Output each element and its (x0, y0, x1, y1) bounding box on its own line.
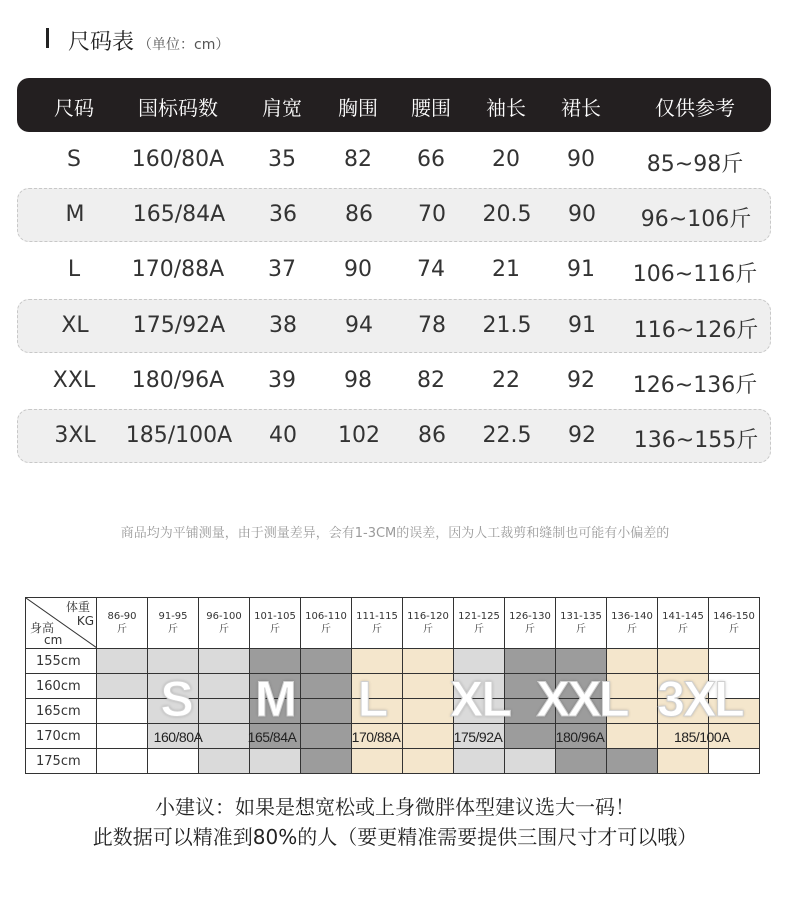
standard-overlay: 165/84A (247, 729, 297, 745)
weight-range: 111-115 (356, 611, 398, 622)
grid-cell (97, 724, 148, 749)
weight-unit: 斤 (321, 624, 331, 635)
weight-range-header (199, 598, 250, 649)
dress-length-cell: 91 (567, 257, 595, 282)
waist-cell: 74 (417, 257, 445, 282)
waist-cell: 70 (418, 202, 446, 227)
size-row (17, 188, 771, 242)
standard-cell: 170/88A (131, 257, 225, 282)
corner-weight: 体重 (65, 600, 90, 614)
reference-cell: 85~98斤 (646, 152, 744, 177)
header-chest: 胸围 (338, 96, 378, 120)
weight-unit: 斤 (219, 624, 229, 635)
size-overlay-3xl: 3XL (657, 671, 743, 727)
weight-unit: 斤 (627, 624, 637, 635)
grid-cell (352, 749, 403, 774)
size-cell: S (67, 147, 81, 172)
chest-cell: 94 (345, 313, 373, 338)
size-overlay-xl: XL (450, 671, 510, 727)
size-row (17, 244, 771, 298)
grid-cell (607, 749, 658, 774)
grid-cell (301, 724, 352, 749)
header-dress-length: 裙长 (561, 96, 601, 120)
title-accent-bar (46, 28, 49, 48)
standard-cell: 175/92A (132, 313, 226, 338)
weight-range-header (403, 598, 454, 649)
size-cell: XL (61, 313, 89, 338)
weight-range: 106-110 (305, 611, 347, 622)
dress-length-cell: 90 (567, 147, 595, 172)
grid-cell (403, 649, 454, 674)
standard-cell: 165/84A (132, 202, 226, 227)
grid-cell (97, 674, 148, 699)
weight-range: 141-145 (662, 611, 704, 622)
standard-overlay: 160/80A (153, 729, 203, 745)
weight-unit: 斤 (117, 624, 127, 635)
header-size: 尺码 (54, 96, 94, 120)
weight-unit: 斤 (525, 624, 535, 635)
size-row (17, 409, 771, 463)
height-label: 165cm (26, 699, 97, 724)
weight-range-header (658, 598, 709, 649)
size-row (17, 299, 771, 353)
grid-cell (403, 674, 454, 699)
size-overlay-m: M (255, 671, 295, 727)
weight-range-header (301, 598, 352, 649)
grid-cell (556, 749, 607, 774)
header-sleeve: 袖长 (486, 96, 526, 120)
size-reference-grid (25, 597, 760, 774)
waist-cell: 82 (417, 368, 445, 393)
weight-range-header (607, 598, 658, 649)
weight-range: 101-105 (254, 611, 296, 622)
weight-range: 91-95 (158, 611, 188, 622)
grid-cell (505, 749, 556, 774)
height-label: 155cm (26, 649, 97, 674)
header-waist: 腰围 (411, 96, 451, 120)
size-cell: 3XL (54, 423, 96, 448)
title-unit: （单位：cm） (138, 37, 230, 53)
shoulder-cell: 36 (269, 202, 297, 227)
measurement-note: 商品均为平铺测量，由于测量差异，会有1-3CM的误差，因为人工裁剪和缝制也可能有小偏差的 (120, 526, 670, 541)
weight-range-header (148, 598, 199, 649)
chest-cell: 82 (344, 147, 372, 172)
size-cell: L (67, 257, 81, 282)
grid-cell (97, 699, 148, 724)
waist-cell: 66 (417, 147, 445, 172)
page-title (68, 25, 229, 56)
size-cell: M (65, 202, 85, 227)
grid-cell (199, 724, 250, 749)
grid-cell (301, 649, 352, 674)
sleeve-cell: 22 (492, 368, 520, 393)
header-shoulder: 肩宽 (262, 96, 302, 120)
grid-cell (97, 649, 148, 674)
sleeve-cell: 20.5 (482, 202, 532, 227)
chest-cell: 98 (344, 368, 372, 393)
size-overlay-s: S (160, 671, 192, 727)
grid-cell (454, 749, 505, 774)
grid-cell (250, 749, 301, 774)
weight-range: 136-140 (611, 611, 653, 622)
weight-range: 116-120 (407, 611, 449, 622)
reference-cell: 116~126斤 (633, 318, 759, 343)
corner-cm: cm (44, 633, 63, 647)
size-cell: XXL (52, 368, 96, 393)
sleeve-cell: 22.5 (482, 423, 532, 448)
corner-kg: KG (76, 614, 94, 628)
weight-range-header (505, 598, 556, 649)
standard-overlay: 185/100A (674, 729, 730, 745)
standard-cell: 160/80A (131, 147, 225, 172)
shoulder-cell: 38 (269, 313, 297, 338)
waist-cell: 78 (418, 313, 446, 338)
weight-range: 146-150 (713, 611, 755, 622)
weight-unit: 斤 (729, 624, 739, 635)
weight-range-header (352, 598, 403, 649)
size-overlay-xxl: XXL (536, 671, 628, 727)
weight-unit: 斤 (678, 624, 688, 635)
weight-range-header (250, 598, 301, 649)
size-row (17, 355, 771, 409)
weight-range: 96-100 (206, 611, 242, 622)
grid-cell (301, 749, 352, 774)
grid-cell (403, 724, 454, 749)
tip-line-2: 此数据可以精准到80%的人（要更精准需要提供三围尺寸才可以哦） (92, 825, 698, 849)
weight-range-header (556, 598, 607, 649)
reference-cell: 126~136斤 (632, 373, 758, 398)
weight-range: 131-135 (560, 611, 602, 622)
grid-cell (403, 699, 454, 724)
dress-length-cell: 90 (568, 202, 596, 227)
weight-range: 121-125 (458, 611, 500, 622)
weight-range-header (97, 598, 148, 649)
weight-unit: 斤 (576, 624, 586, 635)
grid-header-row (26, 598, 760, 649)
weight-unit: 斤 (423, 624, 433, 635)
grid-cell (709, 749, 760, 774)
standard-overlay: 180/96A (555, 729, 605, 745)
height-row (26, 674, 760, 699)
weight-range-header (709, 598, 760, 649)
title-main: 尺码表 (68, 30, 135, 55)
grid-cell (148, 749, 199, 774)
sleeve-cell: 21.5 (482, 313, 532, 338)
grid-cell (199, 699, 250, 724)
standard-overlay: 170/88A (351, 729, 401, 745)
grid-cell (301, 699, 352, 724)
weight-unit: 斤 (474, 624, 484, 635)
chest-cell: 86 (345, 202, 373, 227)
grid-cell (403, 749, 454, 774)
reference-cell: 96~106斤 (640, 207, 752, 232)
chest-cell: 90 (344, 257, 372, 282)
grid-cell (199, 649, 250, 674)
height-label: 175cm (26, 749, 97, 774)
waist-cell: 86 (418, 423, 446, 448)
grid-cell (301, 674, 352, 699)
standard-overlay: 175/92A (453, 729, 503, 745)
height-row (26, 699, 760, 724)
weight-range: 86-90 (107, 611, 137, 622)
dress-length-cell: 92 (567, 368, 595, 393)
shoulder-cell: 39 (268, 368, 296, 393)
weight-unit: 斤 (168, 624, 178, 635)
dress-length-cell: 92 (568, 423, 596, 448)
weight-unit: 斤 (270, 624, 280, 635)
grid-cell (658, 749, 709, 774)
grid-corner (26, 598, 97, 649)
height-label: 160cm (26, 674, 97, 699)
chest-cell: 102 (338, 423, 380, 448)
weight-unit: 斤 (372, 624, 382, 635)
sleeve-cell: 21 (492, 257, 520, 282)
standard-cell: 185/100A (125, 423, 233, 448)
weight-range: 126-130 (509, 611, 551, 622)
corner-height: 身高 (30, 621, 55, 635)
size-overlay-l: L (357, 671, 387, 727)
tip-line-1: 小建议：如果是想宽松或上身微胖体型建议选大一码！ (155, 795, 635, 819)
grid-cell (199, 674, 250, 699)
reference-cell: 106~116斤 (632, 262, 758, 287)
size-row (17, 134, 771, 188)
weight-range-header (454, 598, 505, 649)
shoulder-cell: 37 (268, 257, 296, 282)
standard-cell: 180/96A (131, 368, 225, 393)
dress-length-cell: 91 (568, 313, 596, 338)
sleeve-cell: 20 (492, 147, 520, 172)
grid-cell (199, 749, 250, 774)
height-label: 170cm (26, 724, 97, 749)
reference-cell: 136~155斤 (633, 428, 759, 453)
height-row (26, 649, 760, 674)
size-table-header (17, 78, 771, 132)
shoulder-cell: 40 (269, 423, 297, 448)
header-reference: 仅供参考 (655, 96, 735, 120)
shoulder-cell: 35 (268, 147, 296, 172)
header-standard: 国标码数 (138, 96, 218, 120)
grid-cell (97, 749, 148, 774)
height-row (26, 749, 760, 774)
